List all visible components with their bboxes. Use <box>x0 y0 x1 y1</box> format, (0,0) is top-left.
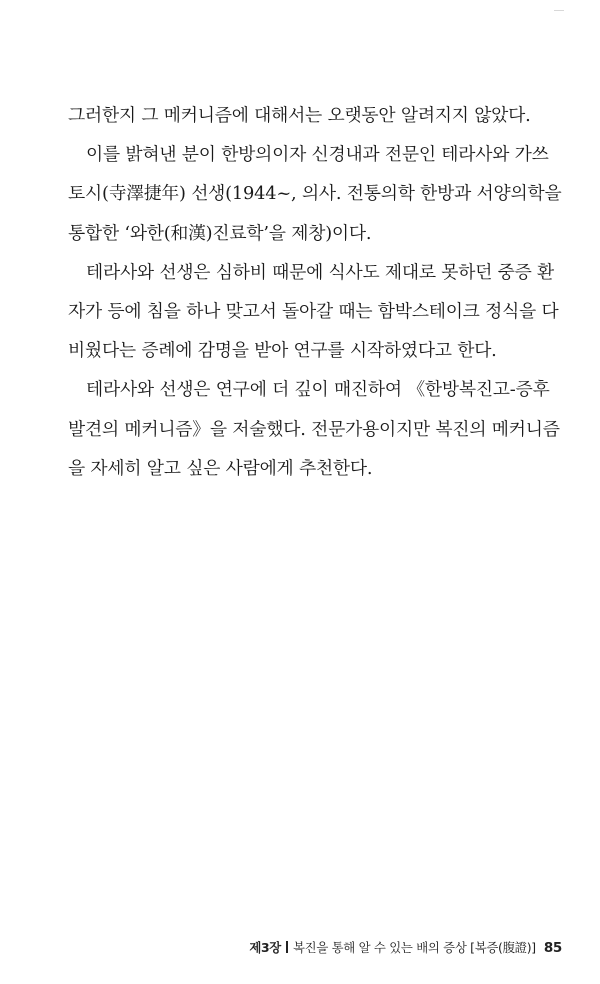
text-line: 이를 밝혀낸 분이 한방의이자 신경내과 전문인 테라사와 가쓰 <box>86 144 549 166</box>
footer-title: 복진을 통해 알 수 있는 배의 증상 [복증(腹證)] <box>292 940 536 955</box>
body-text <box>68 96 562 488</box>
text-line: 비웠다는 증례에 감명을 받아 연구를 시작하였다고 한다. <box>68 340 497 362</box>
text-line: 테라사와 선생은 심하비 때문에 식사도 제대로 못하던 중증 환 <box>86 261 555 283</box>
text-line: 그러한지 그 메커니즘에 대해서는 오랫동안 알려지지 않았다. <box>68 105 531 126</box>
page-corner-mark <box>554 10 564 11</box>
footer-separator <box>286 941 288 953</box>
text-line: 테라사와 선생은 연구에 더 깊이 매진하여 《한방복진고-증후 <box>86 379 550 401</box>
text-line: 통합한 ‘와한(和漢)진료학’을 제창)이다. <box>68 222 372 244</box>
text-line: 을 자세히 알고 싶은 사람에게 추천한다. <box>68 457 373 479</box>
footer-chapter: 제3장 <box>249 940 281 955</box>
page-footer <box>249 938 562 956</box>
text-line: 발견의 메커니즘》을 저술했다. 전문가용이지만 복진의 메커니즘 <box>68 418 560 440</box>
page-number: 85 <box>543 940 562 956</box>
text-line: 토시(寺澤捷年) 선생(1944~, 의사. 전통의학 한방과 서양의학을 <box>68 183 562 205</box>
text-line: 자가 등에 침을 하나 맞고서 돌아갈 때는 함박스테이크 정식을 다 <box>68 300 559 322</box>
